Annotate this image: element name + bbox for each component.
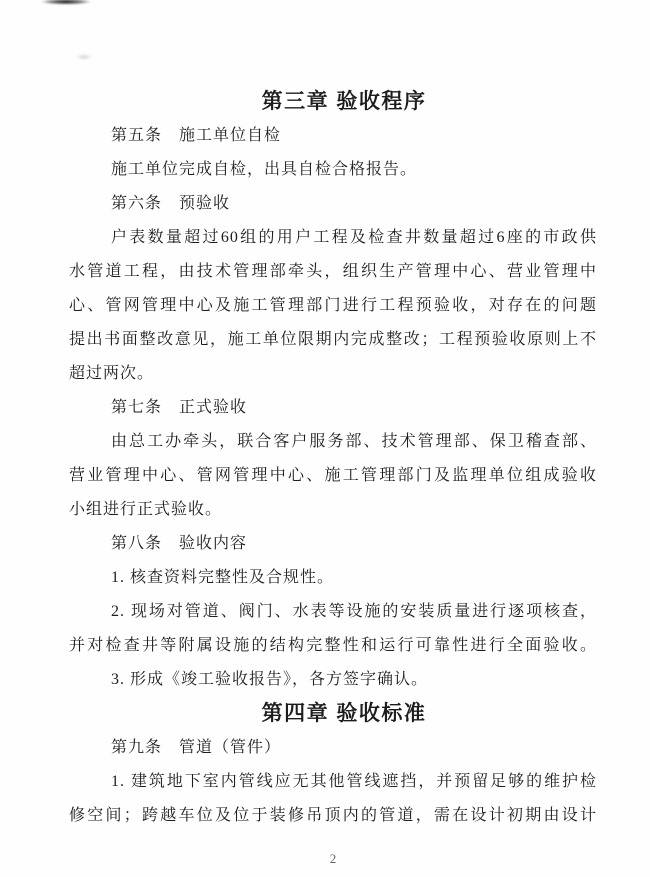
text-line: 水管道工程，由技术管理部牵头，组织生产管理中心、营业管理中 xyxy=(69,263,597,280)
text-line: 修空间；跨越车位及位于装修吊顶内的管道，需在设计初期由设计 xyxy=(69,807,597,824)
text-line: 心、管网管理中心及施工管理部门进行工程预验收，对存在的问题 xyxy=(69,297,597,314)
text-line: 并对检查井等附属设施的结构完整性和运行可靠性进行全面验收。 xyxy=(69,637,597,654)
text-line: 小组进行正式验收。 xyxy=(69,501,223,518)
document-body xyxy=(69,85,597,833)
text-line: 施工单位完成自检，出具自检合格报告。 xyxy=(111,161,418,178)
article-heading: 第八条 验收内容 xyxy=(111,535,248,552)
text-line: 1. 建筑地下室内管线应无其他管线遮挡，并预留足够的维护检 xyxy=(111,773,597,790)
text-line: 户表数量超过60组的用户工程及检查井数量超过6座的市政供 xyxy=(111,229,597,246)
text-line: 2. 现场对管道、阀门、水表等设施的安装质量进行逐项核查， xyxy=(111,603,597,620)
scan-artifact-gray-mark xyxy=(73,53,95,61)
text-line: 由总工办牵头，联合客户服务部、技术管理部、保卫稽查部、 xyxy=(111,433,597,450)
text-line: 营业管理中心、管网管理中心、施工管理部门及监理单位组成验收 xyxy=(69,467,597,484)
text-line: 3. 形成《竣工验收报告》，各方签字确认。 xyxy=(111,671,429,688)
scan-artifact-top-smudge xyxy=(34,0,98,7)
article-heading: 第九条 管道（管件） xyxy=(111,739,282,756)
page-number: 2 xyxy=(329,851,337,866)
chapter-heading: 第三章 验收程序 xyxy=(261,90,427,113)
article-heading: 第六条 预验收 xyxy=(111,195,231,212)
text-line: 超过两次。 xyxy=(69,365,155,382)
chapter-heading: 第四章 验收标准 xyxy=(261,702,427,725)
article-heading: 第五条 施工单位自检 xyxy=(111,127,282,144)
article-heading: 第七条 正式验收 xyxy=(111,399,248,416)
text-line: 提出书面整改意见，施工单位限期内完成整改；工程预验收原则上不 xyxy=(69,331,597,348)
text-line: 1. 核查资料完整性及合规性。 xyxy=(111,569,335,586)
